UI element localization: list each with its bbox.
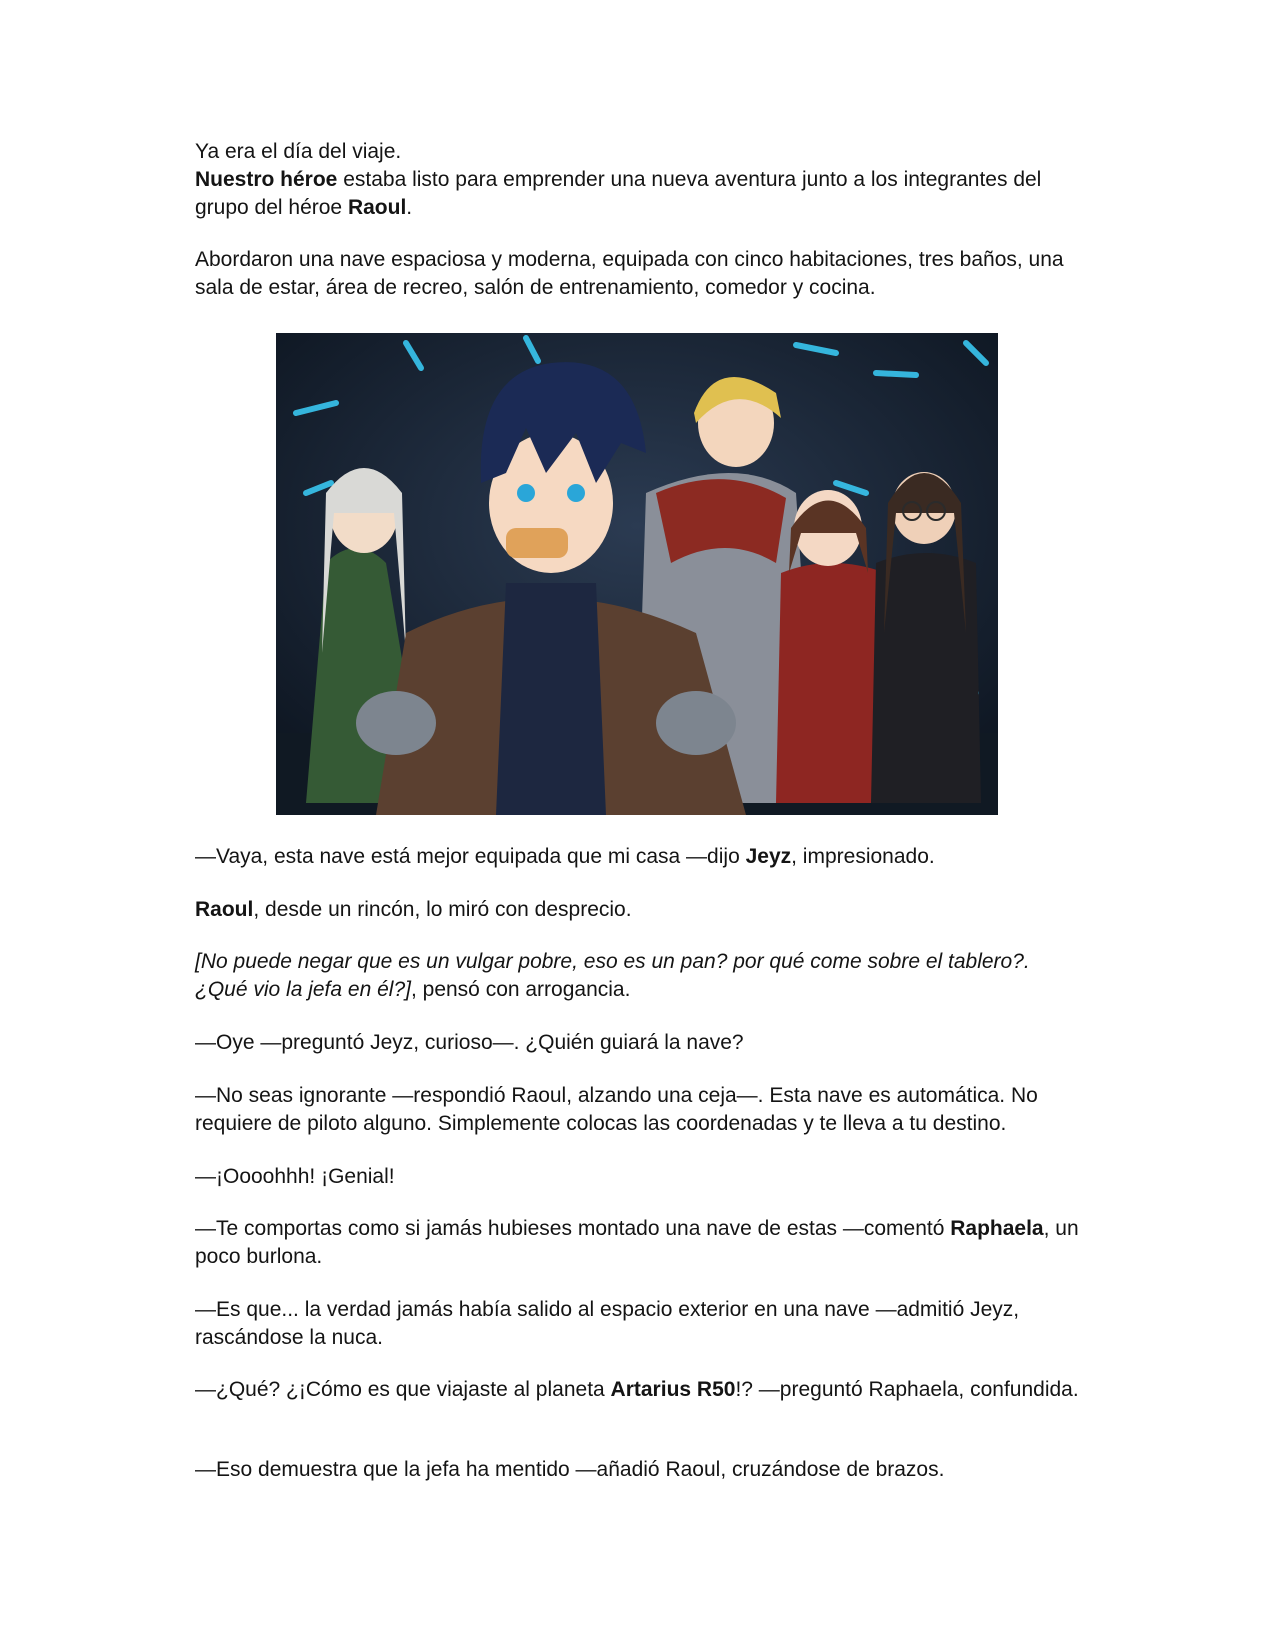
dialogue-2: Raoul, desde un rincón, lo miró con desprecio. (195, 898, 632, 921)
spaceship-crew-image (276, 333, 998, 815)
dialogue-8: —Es que... la verdad jamás había salido al espacio exterior en una nave —admitió Jeyz, rascándose la nuca. (195, 1298, 1020, 1349)
ship-description: Abordaron una nave espaciosa y moderna, equipada con cinco habitaciones, tres baños, una sala de estar, área de recreo, salón de entrenamiento, comedor y cocina. (195, 248, 1064, 299)
intro-block (195, 138, 1080, 222)
bold-raphaela: Raphaela (950, 1217, 1044, 1240)
dialogue-10: —Eso demuestra que la jefa ha mentido —añadió Raoul, cruzándose de brazos. (195, 1458, 945, 1481)
bold-jeyz: Jeyz (745, 845, 792, 868)
bold-raoul: Raoul (195, 898, 254, 921)
dialogue-4: —Oye —preguntó Jeyz, curioso—. ¿Quién guiará la nave? (195, 1031, 744, 1054)
bold-planet: Artarius R50 (610, 1378, 736, 1401)
intro-paragraph: Nuestro héroe estaba listo para emprender una nueva aventura junto a los integrantes del grupo del héroe Raoul. (195, 168, 1042, 219)
dialogue-7: —Te comportas como si jamás hubieses montado una nave de estas —comentó Raphaela, un poco burlona. (195, 1217, 1079, 1268)
dialogue-6: —¡Oooohhh! ¡Genial! (195, 1165, 395, 1188)
dialogue-9: —¿Qué? ¿¡Cómo es que viajaste al planeta Artarius R50!? —preguntó Raphaela, confundida. (195, 1378, 1079, 1401)
intro-line: Ya era el día del viaje. (195, 140, 402, 163)
dialogue-3: [No puede negar que es un vulgar pobre, eso es un pan? por qué come sobre el tablero?. ¿Qué vio la jefa en él?], pensó con arrogancia. (195, 950, 1030, 1001)
dialogue-5: —No seas ignorante —respondió Raoul, alzando una ceja—. Esta nave es automática. No requiere de piloto alguno. Simplemente colocas las coordenadas y te lleva a tu destino. (195, 1084, 1038, 1135)
bold-hero: Nuestro héroe (195, 168, 338, 191)
anime-illustration (276, 333, 998, 815)
dialogue-1: —Vaya, esta nave está mejor equipada que mi casa —dijo Jeyz, impresionado. (195, 845, 935, 868)
bold-raoul: Raoul (347, 196, 407, 219)
italic-thought: [No puede negar que es un vulgar pobre, eso es un pan? por qué come sobre el tablero?. ¿Qué vio la jefa en él?] (195, 950, 1030, 1001)
